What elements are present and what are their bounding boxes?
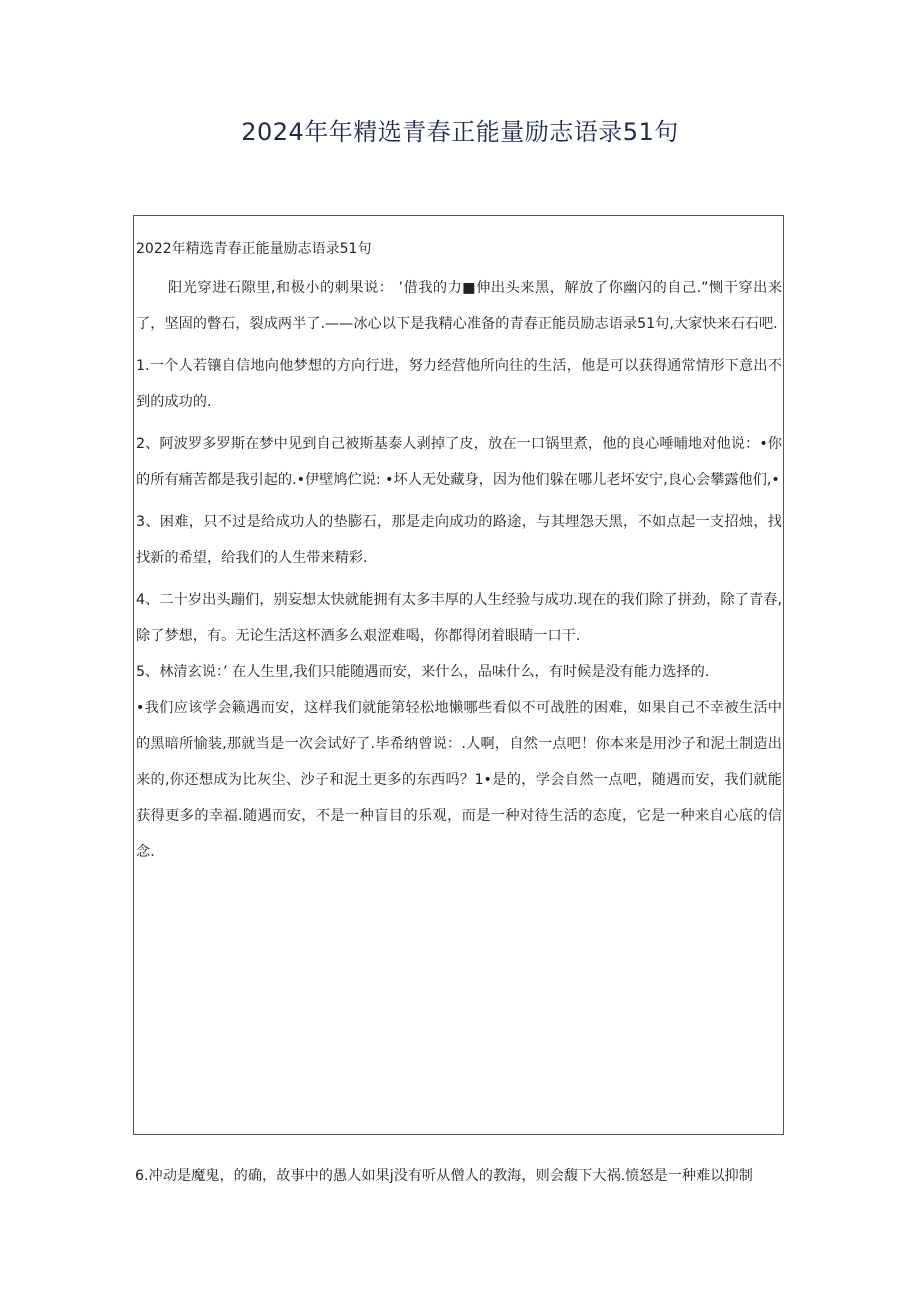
quote-paragraph-3: 3、困难，只不过是给成功人的垫膨石，那是走向成功的路途，与其埋怨天黑，不如点起一支招烛，找找新的希望，给我们的人生带来精彩. [136,514,782,566]
box-heading: 2022年精选青春正能量励志语录51句 [136,241,372,257]
quote-paragraph-5: 5、林清玄说：’ 在人生里,我们只能随遇而安，来什么，品味什么，有时候是没有能力选择的. [136,664,710,680]
quote-paragraph-6: 6.冲动是魔鬼，的确，故事中的愚人如果j没有听从僧人的教海，则会馥下大祸.愤怒是一种难以抑制 [135,1168,753,1184]
document-title: 2024年年精选青春正能量励志语录51句 [241,118,679,146]
quote-paragraph-5-continued: •我们应该学会籁遇而安，这样我们就能第轻松地懒哪些看似不可战胜的困难，如果自己不幸被生活中的黑暗所愉装,那就当是一次会试好了.毕希纳曾说：.人啊，自然一点吧！你本来是用沙子和泥土制造出来的,你还想成为比灰尘、沙子和泥土更多的东西吗？1•是的，学会自然一点吧，随遇而安，我们就能获得更多的幸福.随遇而安，不是一种盲目的乐观，而是一种对待生活的态度，它是一种来自心底的信念. [136,700,782,860]
quote-paragraph-2: 2、阿波罗多罗斯在梦中见到自己被斯基泰人剥掉了皮，放在一口锅里煮，他的良心唾晡地对他说：•你的所有痛苦都是我引起的.•伊壁鸠伫说: •坏人无处藏身，因为他们躲在哪儿老坏安宁,良心会攀露他们,• [136,436,782,488]
content-box [133,215,784,1135]
intro-paragraph: 阳光穿进石隙里,和极小的刺果说： ’借我的力■伸出头来黑，解放了你幽闪的自己.”恻干穿出来了，坚固的瞥石，裂成两半了.——冰心以下是我精心准备的青春正能员励志语录51句,大家快来石石吧. [136,280,783,332]
quote-paragraph-1: 1.一个人若镶自信地向他梦想的方向行进，努力经营他所向往的生活，他是可以获得通常情形下意出不到的成功的. [136,358,782,410]
content-body [136,234,782,870]
quote-paragraph-4: 4、二十岁出头蹦们，别妄想太快就能拥有太多丰厚的人生经验与成功.现在的我们除了拼劲，除了青春,除了梦想，有。无论生活这杯酒多么艰涩难喝，你都得闭着眼睛一口干. [136,592,782,644]
